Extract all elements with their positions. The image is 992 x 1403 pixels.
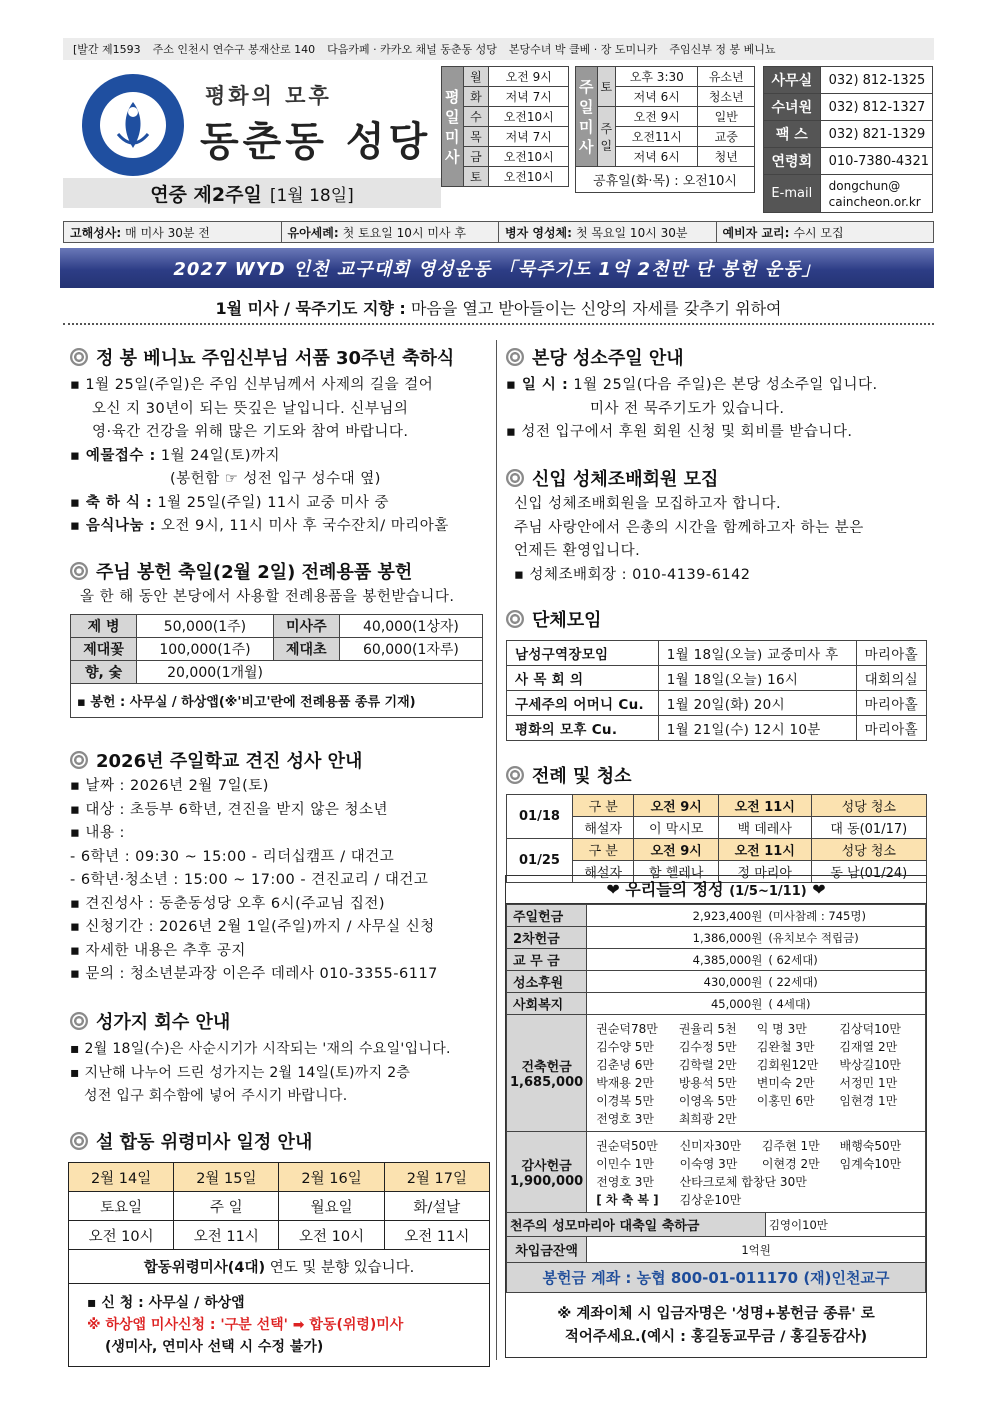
- mass-time: 오전10시: [489, 167, 569, 187]
- section-title: 본당 성소주일 안내: [532, 348, 684, 369]
- sunday-title: 연중 제2주일: [150, 183, 262, 206]
- mass-day: 목: [463, 127, 489, 147]
- thanks-donors: 권순덕50만 신미자30만 김주현 1만 배행숙50만 이민수 1만 이숙영 3만 이현경 2만 임계숙10만 전영호 3만 산타크로체 합창단 30만 [ 차 축 복 ] 김상운10만: [596, 1138, 902, 1207]
- text-line: 주님 사랑안에서 은총의 시간을 함께하고자 하는 분은: [514, 519, 864, 536]
- info-confession: 고해성사: 매 미사 30분 전: [64, 222, 282, 242]
- mass-type: 청소년: [698, 87, 755, 107]
- text-line: ▪ 견진성사 : 동춘동성당 오후 6시(주교님 집전): [70, 895, 386, 912]
- contact-value: 032) 821-1329: [820, 121, 932, 148]
- column-divider: [496, 340, 497, 1360]
- text-line: 미사 전 묵주기도가 있습니다.: [590, 400, 785, 417]
- holiday-mass: 공휴일(화·목) : 오전10시: [576, 167, 755, 193]
- mass-day: 금: [463, 147, 489, 167]
- text-line: ▪ 문의 : 청소년분과장 이은주 데레사 010-3355-6117: [70, 966, 438, 982]
- sunday-mass-table: [575, 66, 755, 193]
- anniversary-section: 정 봉 베니뇨 주임신부님 서품 30주년 축하식 ▪ 1월 25일(주일)은 주임 신부님께서 사제의 길을 걸어 오신 지 30년이 되는 뜻깊은 날입니다. 신부님의 영·육간 건강을 위해 많은 기도와 참여 바랍니다. ▪ 예물접수 : 1월 24일(토)까지 (봉헌함 ☞ 성전 입구 성수대 옆) ▪ 축 하 식 : 1월 25일(주일) 11시 교중 미사 중 ▪ 음식나눔 : 오전 9시, 11시 미사 후 국수잔치/ 마리아홀: [70, 344, 490, 539]
- text-line: ▪ 성체조배회장 : 010-4139-6142: [514, 566, 751, 583]
- contact-key: 팩 스: [764, 121, 821, 148]
- bullet-icon: [70, 562, 88, 580]
- offerings-table: 주일헌금 2,923,400원 (미사참례 : 745명) 2차헌금 1,386,000원 (유치보수 적립금) 교 무 금 4,385,000원 ( 62세대) 성소후원 430,000원 ( 22세대) 사회복지 45,000원 ( 4세대) 건축헌금 1,685,000 권순덕78만 권율리 5천 익 명 3만 김상덕10만 김수양 5만 김수정 5만 김완철 3만 김재열 2만 김춘녕 6만 김학렬 2만 김회원12만 박상길10만 박재용 2만 방용석 5만 변미숙 2만 서정민 1만 이경복 5만 이영옥 5만 이홍민 6만 임현경 1만 전영호 3만 최희광 2만 감사헌금 1,900,000 권순덕50만 신미자30만 김주현 1만 배행숙50만 이민수 1만 이숙영 3만 이현경 2만 임계숙10만 전영호 3만 산타크로체 합창단 30만 [ 차 축 복 ] 김상운10만 천주의 성모마리아 대축일 축하금 김영이10만 차입금잔액 1억원 봉헌금 계좌 : 농협 800-01-011170 (재)인천교구: [506, 904, 926, 1293]
- text-line: 영·육간 건강을 위해 많은 기도와 참여 바랍니다.: [92, 424, 409, 440]
- sunday-date: [1월 18일]: [269, 185, 354, 206]
- liturgy-cleaning-section: [506, 762, 931, 883]
- info-baptism: 유아세례: 첫 토요일 10시 미사 후: [282, 222, 500, 242]
- masthead-info-bar: [63, 38, 934, 60]
- mass-time: 저녁 6시: [616, 147, 698, 167]
- text-line: 신입 성체조배회원을 모집하고자 합니다.: [514, 496, 782, 512]
- offering-items-section: [70, 558, 490, 718]
- liturgical-day: [63, 178, 441, 208]
- contact-value: 032) 812-1327: [820, 94, 932, 121]
- text-line: ▪ 날짜 : 2026년 2월 7일(토): [70, 778, 269, 794]
- offering-note: ▪ 봉헌 : 사무실 / 하상앱(※'비고'란에 전례용품 종류 기재): [71, 683, 483, 717]
- mass-time: 저녁 7시: [489, 127, 569, 147]
- church-name: 동춘동 성당: [200, 119, 432, 165]
- memorial-mass-table: 2월 14일 2월 15일 2월 16일 2월 17일 토요일 주 일 월요일 화/설날 오전 10시 오전 11시 오전 10시 오전 11시 합동위령미사(4대) 연도 및 분향 있습니다. ▪ 신 청 : 사무실 / 하상앱 ※ 하상앱 미사신청 : '구분 선택' ➡ 합동(위령)미사 (생미사, 연미사 선택 시 수정 불가): [68, 1162, 490, 1367]
- text-line: ▪ 내용 :: [70, 825, 125, 841]
- contact-value: 032) 812-1325: [820, 67, 932, 94]
- section-title: 설 합동 위령미사 일정 안내: [96, 1132, 313, 1153]
- section-title: 성가지 회수 안내: [96, 1012, 231, 1033]
- mass-day: 화: [463, 87, 489, 107]
- vocation-sunday-section: 본당 성소주일 안내 ▪ 일 시 : 1월 25일(다음 주일)은 본당 성소주일 입니다. 미사 전 묵주기도가 있습니다. ▪ 성전 입구에서 후원 회원 신청 및 회비를 받습니다.: [506, 344, 931, 445]
- transfer-notice: ※ 계좌이체 시 입금자명은 '성명+봉헌금 종류' 로 적어주세요.(예시 : 홍길동교무금 / 홍길동감사): [557, 1306, 875, 1345]
- section-title: 주님 봉헌 축일(2월 2일) 전례용품 봉헌: [96, 562, 413, 583]
- email-key: E-mail: [764, 175, 821, 213]
- group-meetings-table: 남성구역장모임 1월 18일(오늘) 교중미사 후 마리아홀 사 목 회 의 1월 18일(오늘) 16시 대회의실 구세주의 어머니 Cu. 1월 20일(화) 20시 마리아홀 평화의 모후 Cu. 1월 21일(수) 12시 10분 마리아홀: [506, 640, 927, 741]
- mass-time: 오전10시: [489, 147, 569, 167]
- text-line: ▪ 1월 25일(주일)은 주임 신부님께서 사제의 길을 걸어: [70, 377, 434, 393]
- bullet-icon: [506, 610, 524, 628]
- text-line: - 6학년·청소년 : 15:00 ~ 17:00 - 견진교리 / 대건고: [70, 872, 429, 888]
- mass-time: 오전 9시: [489, 67, 569, 87]
- text-line: 오신 지 30년이 되는 뜻깊은 날입니다. 신부님의: [92, 400, 409, 417]
- text-line: 언제든 환영입니다.: [514, 543, 641, 559]
- text-line: - 6학년 : 09:30 ~ 15:00 - 리더십캠프 / 대건고: [70, 848, 395, 865]
- mass-time: 저녁 6시: [616, 87, 698, 107]
- info-catechism: 예비자 교리: 수시 모집: [722, 225, 844, 240]
- offerings-title: ❤ 우리들의 정성 (1/5~1/11) ❤: [506, 876, 926, 904]
- text-line: ▪ 신청기간 : 2026년 2월 1일(주일)까지 / 사무실 신청: [70, 919, 435, 935]
- warning-text: ※ 하상앱 미사신청 : '구분 선택' ➡ 합동(위령)미사: [87, 1317, 404, 1333]
- info-communion: 병자 영성체: 첫 목요일 10시 30분: [499, 222, 717, 242]
- text-line: ▪ 자세한 내용은 추후 공지: [70, 942, 246, 959]
- mass-time: 오전10시: [489, 107, 569, 127]
- section-title: 정 봉 베니뇨 주임신부님 서품 30주년 축하식: [96, 348, 455, 369]
- offering-items-table: 제 병 50,000(1주) 미사주 40,000(1상자) 제대꽃 100,000(1주) 제대초 60,000(1자루) 향, 숯 20,000(1개월) ▪ 봉헌 : 사무실 / 하상앱(※'비고'란에 전례용품 종류 기재): [70, 614, 483, 718]
- bullet-icon: [506, 469, 524, 487]
- mass-time: 저녁 7시: [489, 87, 569, 107]
- contact-value: 010-7380-4321: [820, 148, 932, 175]
- wyd-banner: 2027 WYD 인천 교구대회 영성운동 「묵주기도 1억 2천만 단 봉헌 운동」: [60, 248, 934, 288]
- mass-time: 오전 9시: [616, 107, 698, 127]
- pastor: 주임신부 정 봉 베니뇨: [669, 43, 776, 56]
- text-line: ▪ 대상 : 초등부 6학년, 견진을 받지 않은 청소년: [70, 801, 389, 818]
- offerings-box: [505, 875, 927, 1358]
- text-line: 올 한 해 동안 본당에서 사용할 전례용품을 봉헌받습니다.: [80, 589, 455, 605]
- contact-table: [763, 66, 933, 213]
- text-line: (생미사, 연미사 선택 시 수정 불가): [105, 1339, 324, 1355]
- mass-time: 오후 3:30: [616, 67, 698, 87]
- sacrament-info-bar: [63, 221, 934, 243]
- email-line: caincheon.or.kr: [828, 194, 921, 209]
- liturgy-table: 01/18 구 분 오전 9시 오전 11시 성당 청소 해설자 이 막시모 백 데레사 대 동(01/17) 01/25 구 분 오전 9시 오전 11시 성당 청소 해설자 함 헬레나 정 마리아 동 남(01/24): [506, 794, 927, 883]
- contact-key: 연령회: [764, 148, 821, 175]
- bullet-icon: [70, 1132, 88, 1150]
- contact-key: 수녀원: [764, 94, 821, 121]
- issue-number: [발간 제1593: [73, 43, 141, 56]
- bullet-icon: [506, 348, 524, 366]
- confirmation-section: [70, 747, 490, 987]
- text-line: 성전 입구 회수함에 넣어 주시기 바랍니다.: [84, 1088, 348, 1104]
- mass-time: 오전11시: [616, 127, 698, 147]
- text-line: ▪ 지난해 나누어 드린 성가지는 2월 14일(토)까지 2층: [70, 1064, 411, 1081]
- text-line: ▪ 2월 18일(수)은 사순시기가 시작되는 '재의 수요일'입니다.: [70, 1041, 451, 1057]
- bullet-icon: [70, 751, 88, 769]
- divider: [63, 323, 934, 325]
- mass-day: 토: [463, 167, 489, 187]
- text-line: (봉헌함 ☞ 성전 입구 성수대 옆): [170, 471, 381, 487]
- mass-type: 교중: [698, 127, 755, 147]
- section-title: 단체모임: [532, 610, 602, 631]
- section-title: 2026년 주일학교 견진 성사 안내: [96, 751, 363, 772]
- weekday-mass-label: 평일미사: [442, 67, 464, 187]
- palm-return-section: [70, 1008, 494, 1109]
- section-title: 신입 성체조배회원 모집: [532, 469, 719, 490]
- text-line: ▪ 신 청 : 사무실 / 하상앱: [87, 1295, 245, 1311]
- sunday-label: 주일: [597, 107, 616, 167]
- mass-day: 수: [463, 107, 489, 127]
- church-logo: [80, 72, 186, 178]
- prayer-intention: 1월 미사 / 묵주기도 지향 : 마음을 열고 받아들이는 신앙의 자세를 갖추기 위하여: [215, 299, 782, 318]
- memorial-mass-section: [68, 1128, 490, 1367]
- bullet-icon: [506, 766, 524, 784]
- building-donors: 권순덕78만 권율리 5천 익 명 3만 김상덕10만 김수양 5만 김수정 5만 김완철 3만 김재열 2만 김춘녕 6만 김학렬 2만 김회원12만 박상길10만 박재용 2만 방용석 5만 변미숙 2만 서정민 1만 이경복 5만 이영옥 5만 이홍민 6만 임현경 1만 전영호 3만 최희광 2만: [596, 1021, 902, 1126]
- channels: 다음카페 · 카카오 채널 동춘동 성당: [327, 43, 497, 56]
- mass-type: 일반: [698, 107, 755, 127]
- church-address: 주소 인천시 연수구 봉재산로 140: [152, 43, 316, 56]
- contact-key: 사무실: [764, 67, 821, 94]
- bullet-icon: [70, 348, 88, 366]
- slogan: 평화의 모후: [205, 84, 332, 108]
- account-info: 봉헌금 계좌 : 농협 800-01-011170 (재)인천교구: [507, 1263, 926, 1293]
- text-line: ▪ 성전 입구에서 후원 회원 신청 및 회비를 받습니다.: [506, 424, 853, 440]
- mass-type: 유소년: [698, 67, 755, 87]
- adoration-recruit-section: [506, 465, 931, 587]
- saturday-label: 토: [597, 67, 616, 107]
- mass-day: 월: [463, 67, 489, 87]
- sisters: 본당수녀 박 클베 · 장 도미니카: [508, 43, 658, 56]
- weekday-mass-table: [441, 66, 569, 187]
- bullet-icon: [70, 1012, 88, 1030]
- email-line: dongchun@: [828, 178, 901, 193]
- sunday-mass-label: 주일미사: [576, 67, 598, 167]
- group-meetings-section: [506, 606, 931, 741]
- mass-type: 청년: [698, 147, 755, 167]
- section-title: 전례 및 청소: [532, 766, 632, 787]
